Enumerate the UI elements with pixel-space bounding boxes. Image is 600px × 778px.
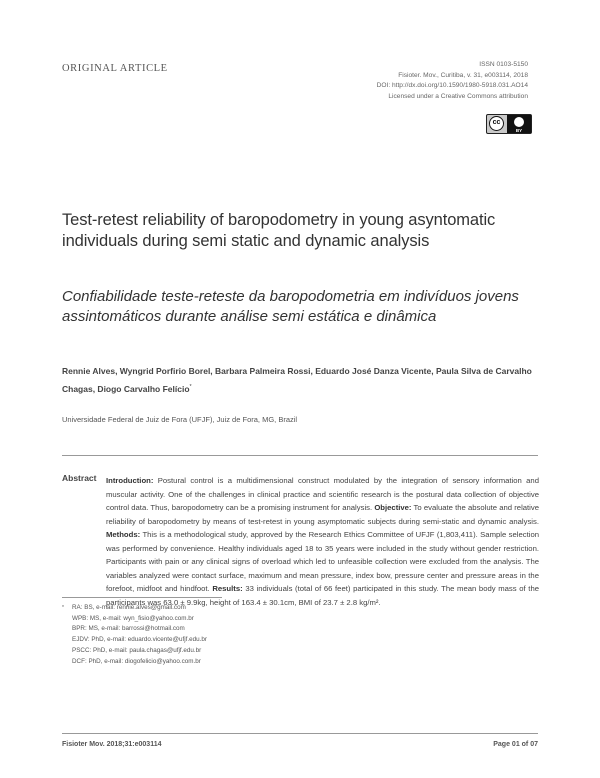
intro-label: Introduction:: [106, 476, 154, 485]
author-footnote-marker: *: [189, 384, 192, 390]
abstract-body: [106, 474, 539, 609]
footnote-item: PSCC: PhD, e-mail: paula.chagas@ufjf.edu.br: [72, 646, 202, 654]
footnotes: [62, 603, 362, 667]
authors-text: Rennie Alves, Wyngrid Porfirio Borel, Barbara Palmeira Rossi, Eduardo José Danza Vicente, Paula Silva de Carvalho Chagas, Diogo Carvalho Felício: [62, 366, 532, 394]
footnote-item: EJDV: PhD, e-mail: eduardo.vicente@ufjf.edu.br: [72, 636, 207, 644]
by-logo: [507, 115, 531, 133]
section-label: ORIGINAL ARTICLE: [62, 63, 168, 74]
license-text: Licensed under a Creative Commons attribution: [388, 92, 528, 100]
journal-meta: [377, 60, 528, 102]
affiliation: Universidade Federal de Juiz de Fora (UFJF), Juiz de Fora, MG, Brazil: [62, 415, 298, 424]
abstract-heading: Abstract: [62, 473, 97, 483]
objective-label: Objective:: [374, 503, 412, 512]
footnote-item: DCF: PhD, e-mail: diogofelicio@yahoo.com.br: [72, 657, 201, 665]
footer-citation: Fisioter Mov. 2018;31:e003114: [62, 741, 162, 748]
results-text: 33 individuals (total of 66 feet) participated in this study. The mean body mass of the participants was 63.0 ± 9.9kg, height of 163.4 ± 30.1cm, BMI of 23.7 ± 2.8 kg/m².: [106, 584, 539, 607]
journal-reference: Fisioter. Mov., Curitiba, v. 31, e003114, 2018: [398, 71, 528, 79]
footnote-marker: *: [62, 605, 64, 611]
article-subtitle: Confiabilidade teste-reteste da baropodometria em indivíduos jovens assintomáticos durante análise semi estática e dinâmica: [62, 288, 519, 325]
footer-divider: [62, 733, 538, 734]
by-label: BY: [515, 128, 523, 133]
footnote-divider: [62, 597, 222, 598]
doi-link[interactable]: DOI: http://dx.doi.org/10.1590/1980-5918.031.AO14: [376, 82, 528, 89]
person-icon: [514, 117, 524, 127]
cc-logo: cc: [489, 116, 504, 131]
creative-commons-by-icon[interactable]: [486, 114, 532, 134]
divider: [62, 455, 538, 456]
issn: ISSN 0103-5150: [479, 61, 528, 68]
article-title: Test-retest reliability of baropodometry in young asyntomatic individuals during semi static and dynamic analysis: [62, 211, 496, 250]
footnote-item: WPB: MS, e-mail: wyn_fisio@yahoo.com.br: [72, 614, 194, 622]
footnote-item: BPR: MS, e-mail: barrossi@hotmail.com: [72, 625, 185, 633]
methods-label: Methods:: [106, 530, 141, 539]
results-label: Results:: [212, 584, 243, 593]
methods-text: This is a methodological study, approved by the Research Ethics Committee of UFJF (1,803,411). Sample selection was performed by convenience. Healthy individuals aged 18 to 35 years were included in the study without gender restriction. Participants with pain or any clinical signs of overload which led to unfeasible collection were excluded from the analysis. The variables analyzed were contact surface, maximum and mean pressure, index bow, pressure center and pressure areas in the forefoot, midfoot and hindfoot.: [106, 530, 539, 593]
objective-text: To evaluate the absolute and relative reliability of baropodometry by means of test-retest in young asymptomatic subjects during semi-static and dynamic analysis.: [106, 503, 540, 526]
intro-text: Postural control is a multidimensional construct modulated by the integration of sensory information and muscular activity. One of the challenges in clinical practice and scientific research is the postural data collection of objective control data. Thus, baropodometry can be a promising instrument for analysis.: [106, 476, 539, 512]
footnote-item: RA: BS, e-mail: rennie.alves@gmail.com: [72, 604, 186, 611]
author-list: [62, 363, 542, 397]
page-number: Page 01 of 07: [493, 741, 538, 748]
